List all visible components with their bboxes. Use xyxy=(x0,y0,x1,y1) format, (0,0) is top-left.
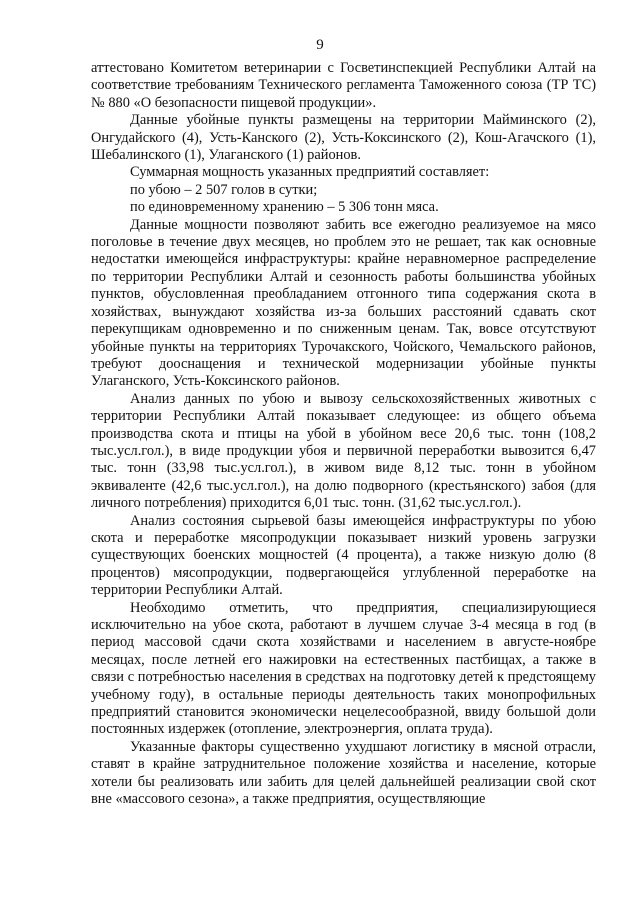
paragraph-total-capacity-intro: Суммарная мощность указанных предприятий составляет: xyxy=(130,164,490,181)
paragraph-seasonal-operation: Необходимо отметить, что предприятия, специализирующиеся исключительно на убое скота, работают в лучшем случае 3-4 месяца в год (в период массовой сдачи скота хозяйствами и населением в августе-ноябре месяцах, после летней его нажировки на естественных пастбищах, а также в связи с потребностью населения в средствах на подготовку детей к предстоящему учебному году), в остальные периоды деятельность таких монопрофильных предприятий становится экономически нецелесообразной, ввиду большой доли постоянных издержек (отопление, электроэнергия, оплата труда). xyxy=(91,599,596,738)
list-item-slaughter-capacity: по убою – 2 507 голов в сутки; xyxy=(130,181,318,198)
paragraph-continuation-certification: аттестовано Комитетом ветеринарии с Госветинспекцией Республики Алтай на соответствие требованиям Технического регламента Таможенного союза (ТР ТС) № 880 «О безопасности пищевой продукции». xyxy=(91,60,596,111)
list-item-storage-capacity: по единовременному хранению – 5 306 тонн мяса. xyxy=(130,199,439,216)
paragraph-raw-material-analysis: Анализ состояния сырьевой базы имеющейся инфраструктуры по убою скота и переработке мясопродукции показывает низкий уровень загрузки существующих боенских мощностей (4 процента), а также низкую долю (8 процентов) мясопродукции, подвергающейся углубленной переработке на территории Республики Алтай. xyxy=(91,512,596,599)
paragraph-logistics-factors: Указанные факторы существенно ухудшают логистику в мясной отрасли, ставят в крайне затруднительное положение хозяйства и население, которые хотели бы реализовать или забить для целей дальнейшей реализации свой скот вне «массового сезона», а также предприятия, осуществляющие xyxy=(91,738,596,808)
document-body xyxy=(91,60,596,808)
paragraph-capacity-problems: Данные мощности позволяют забить все ежегодно реализуемое на мясо поголовье в течение двух месяцев, но проблем это не решает, так как основные недостатки имеющейся инфраструктуры: крайне неравномерное распределение по территории Республики Алтай и сезонность работы большинства убойных пунктов, обусловленная преобладанием отгонного типа содержания скота в хозяйствах, вынуждают хозяйства из-за больших расстояний сдавать скот перекупщикам одновременно и по сниженным ценам. Так, вовсе отсутствуют убойные пункты на территориях Турочакского, Чойского, Чемальского районов, требуют дооснащения и технической модернизации убойные пункты Улаганского, Усть-Коксинского районов. xyxy=(91,216,596,390)
page-number: 9 xyxy=(316,37,324,53)
paragraph-slaughter-points-location: Данные убойные пункты размещены на территории Майминского (2), Онгудайского (4), Усть-Канского (2), Усть-Коксинского (2), Кош-Агачского (1), Шебалинского (1), Улаганского (1) районов. xyxy=(91,112,596,164)
paragraph-slaughter-export-analysis: Анализ данных по убою и вывозу сельскохозяйственных животных с территории Республики Алтай показывает следующее: из общего объема производства скота и птицы на убой в убойном весе 20,6 тыс. тонн (108,2 тыс.усл.гол.), в виде продукции убоя и первичной переработки вывозится 6,47 тыс. тонн (33,98 тыс.усл.гол.), в живом виде 8,12 тыс. тонн в убойном эквиваленте (42,6 тыс.усл.гол.), на долю подворного (крестьянского) забоя (для личного потребления) приходится 6,01 тыс. тонн. (31,62 тыс.усл.гол.). xyxy=(91,390,596,512)
